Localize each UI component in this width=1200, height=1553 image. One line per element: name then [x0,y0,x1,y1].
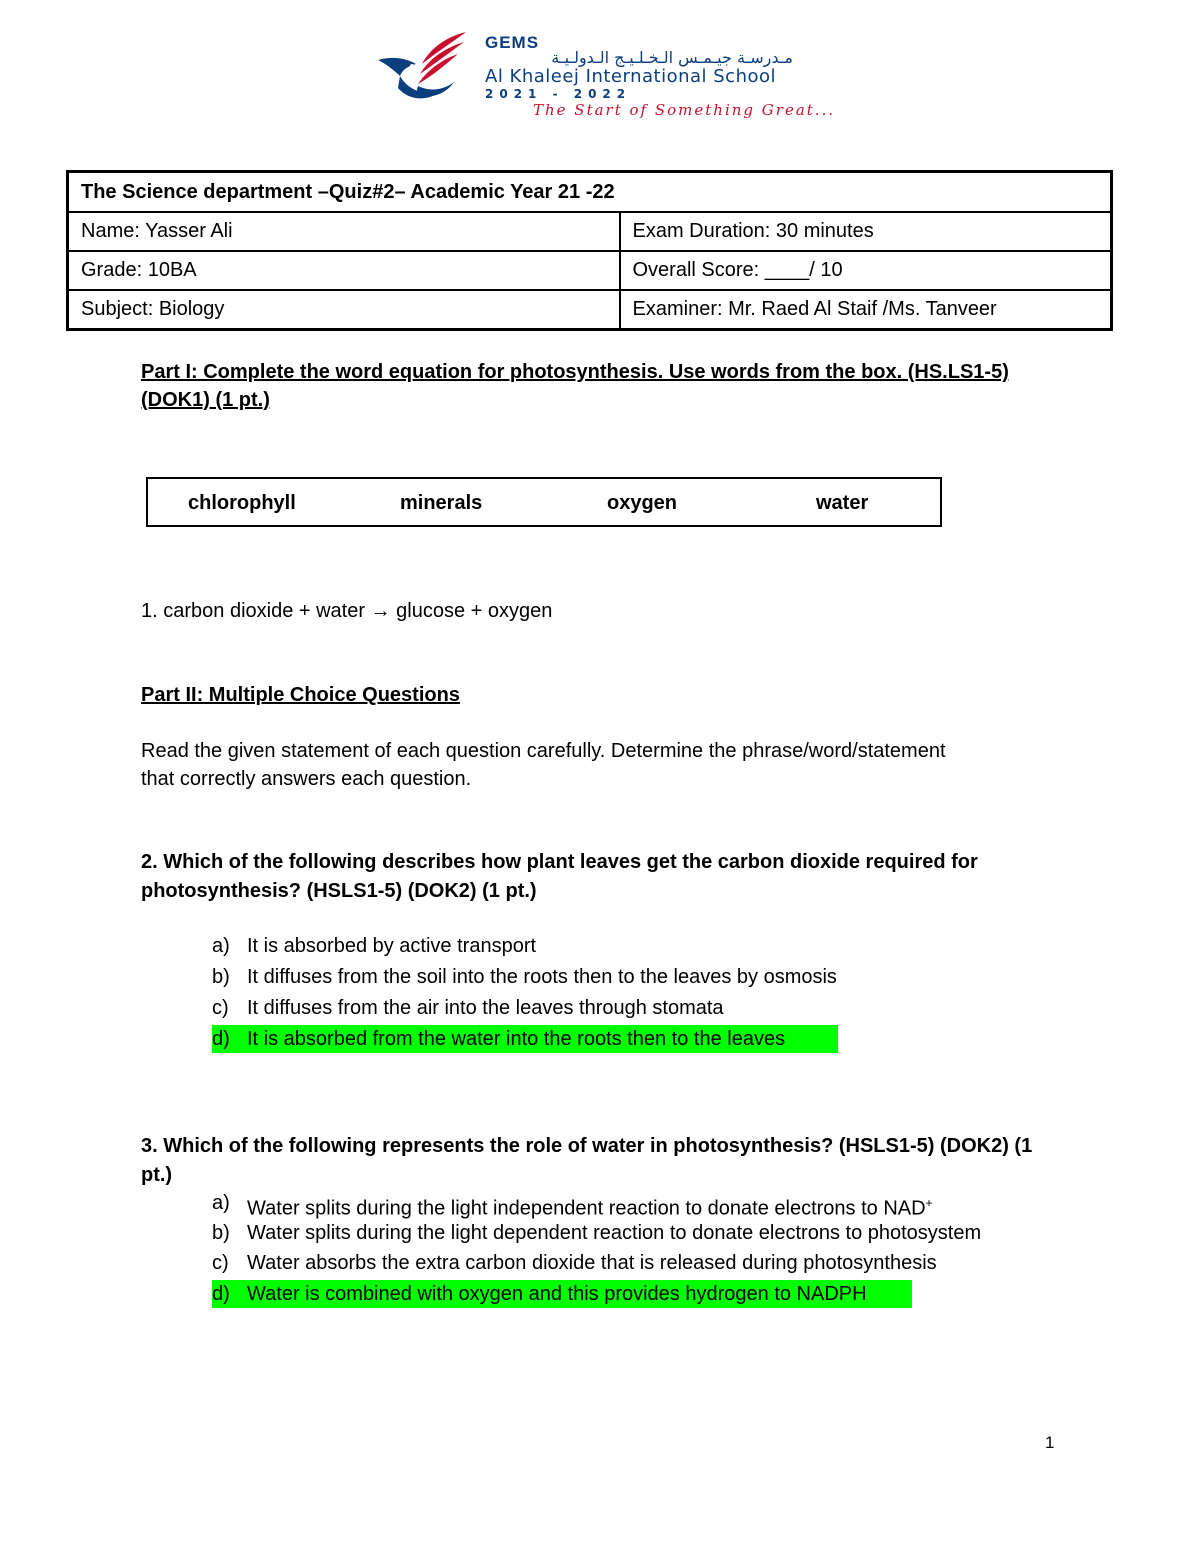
question-2-option-c: c) It diffuses from the air into the leaves through stomata [212,997,724,1019]
question-2-option-d-highlighted: d) It is absorbed from the water into the roots then to the leaves [212,1025,838,1053]
word-box-item: chlorophyll [188,492,296,514]
part1-heading-line2: (DOK1) (1 pt.) [141,389,270,411]
question-3-option-d-highlighted: d) Water is combined with oxygen and this provides hydrogen to NADPH [212,1280,912,1308]
question-3-option-a: a) Water splits during the light independent reaction to donate electrons to NAD+ [212,1192,933,1220]
exam-duration: Exam Duration: 30 minutes [620,212,1112,251]
question-3-option-c: c) Water absorbs the extra carbon dioxide that is released during photosynthesis [212,1252,937,1274]
question-2-option-b: b) It diffuses from the soil into the roots then to the leaves by osmosis [212,966,837,988]
overall-score: Overall Score: ____/ 10 [620,251,1112,290]
exam-title: The Science department –Quiz#2– Academic Year 21 -22 [68,172,1112,213]
page-number: 1 [1045,1433,1055,1452]
instructions-line2: that correctly answers each question. [141,768,472,790]
subject: Subject: Biology [68,290,620,330]
question-2-line2: photosynthesis? (HSLS1-5) (DOK2) (1 pt.) [141,880,537,902]
grade: Grade: 10BA [68,251,620,290]
word-box-item: water [816,492,869,514]
logo-brand: GEMS [485,33,540,52]
logo-tagline: The Start of Something Great... [533,101,836,119]
question-2-line1: 2. Which of the following describes how plant leaves get the carbon dioxide required for [141,851,978,873]
part2-heading: Part II: Multiple Choice Questions [141,684,460,706]
question-2-option-a: a) It is absorbed by active transport [212,935,537,957]
student-name: Name: Yasser Ali [68,212,620,251]
part1-heading-line1: Part I: Complete the word equation for photosynthesis. Use words from the box. (HS.LS1-5) [141,361,1009,383]
exam-info-table [66,170,1113,331]
question-3-option-b: b) Water splits during the light dependent reaction to donate electrons to photosystem [212,1222,982,1244]
logo-arabic-name: مـدرسـة جيـمـس الـخـلـيـج الـدولـيـة [551,48,793,67]
question-3-line1: 3. Which of the following represents the role of water in photosynthesis? (HSLS1-5) (DOK2) (1 [141,1135,1033,1157]
word-box-item: oxygen [607,492,678,514]
word-box [146,477,942,527]
logo-school-name: Al Khaleej International School [485,66,777,87]
word-box-item: minerals [400,492,483,514]
school-logo-bird-icon [378,30,478,110]
examiner: Examiner: Mr. Raed Al Staif /Ms. Tanveer [620,290,1112,330]
question-3-line2: pt.) [141,1164,173,1186]
equation-answer: 1. carbon dioxide + water → glucose + oxygen [141,600,553,622]
logo-year: 2021 - 2022 [485,87,632,101]
instructions-line1: Read the given statement of each question carefully. Determine the phrase/word/statement [141,740,946,762]
